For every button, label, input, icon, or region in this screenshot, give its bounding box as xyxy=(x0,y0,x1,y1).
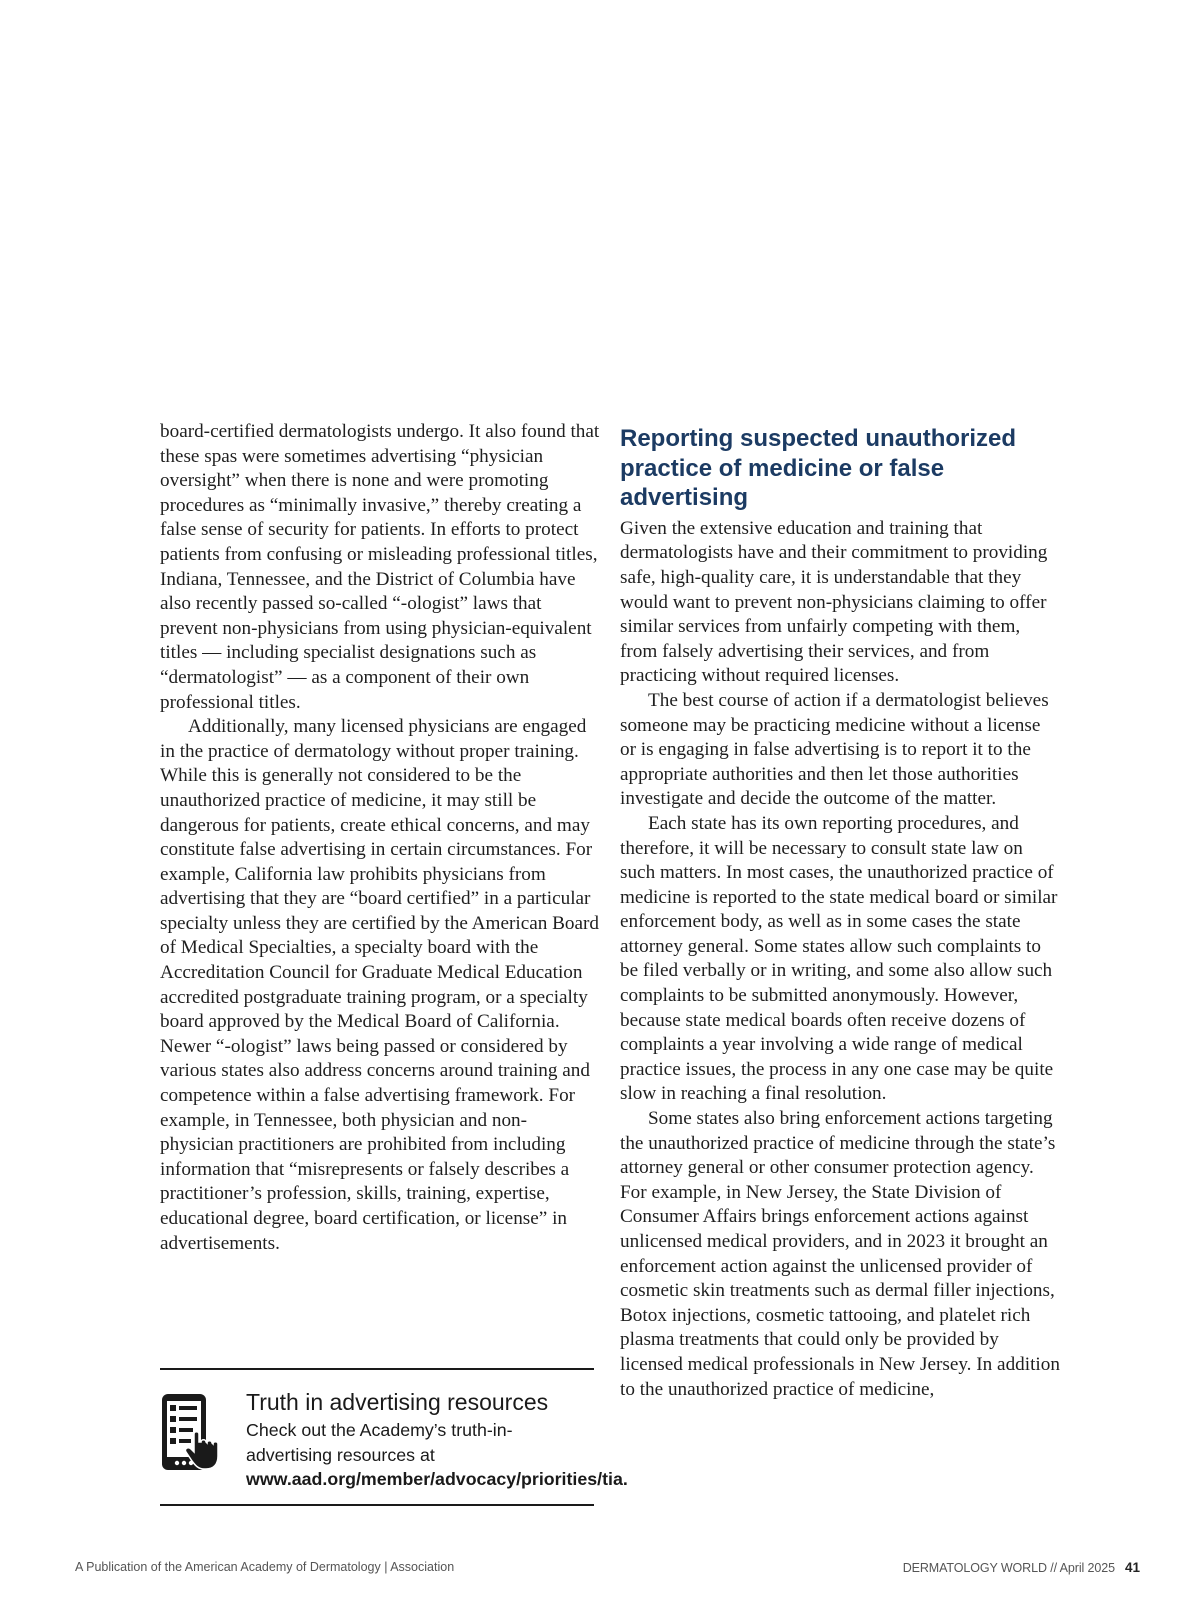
footer-publisher: A Publication of the American Academy of Dermatology | Association xyxy=(75,1560,455,1574)
left-column xyxy=(160,420,600,1256)
body-paragraph: The best course of action if a dermatologist believes someone may be practicing medicine without a license or is engaging in false advertising is to report it to the appropriate authorities and then let those authorities investigate and decide the outcome of the matter. xyxy=(620,689,1049,810)
resources-link[interactable]: www.aad.org/member/advocacy/priorities/tia. xyxy=(246,1469,628,1489)
footer-publication xyxy=(903,1560,1140,1575)
callout-body-text: Check out the Academy’s truth-in-advertising resources at xyxy=(246,1420,513,1465)
callout-title: Truth in advertising resources xyxy=(246,1389,549,1415)
resources-callout xyxy=(160,1368,628,1506)
callout-text xyxy=(246,1388,628,1492)
body-paragraph: Given the extensive education and training that dermatologists have and their commitment to providing safe, high-quality care, it is understandable that they would want to prevent non-physicians claiming to offer similar services from unfairly competing with them, from falsely advertising their services, and from practicing without required licenses. xyxy=(620,517,1048,687)
callout-body xyxy=(246,1418,628,1492)
body-paragraph: Each state has its own reporting procedures, and therefore, it will be necessary to consult state law on such matters. In most cases, the unauthorized practice of medicine is reported to the state medical board or similar enforcement body, as well as in some cases the state attorney general. Some states allow such complaints to be filed verbally or in writing, and some also allow such complaints to be submitted anonymously. However, because state medical boards often receive dozens of complaints a year involving a wide range of medical practice issues, the process in any one case may be quite slow in reaching a final resolution. xyxy=(620,812,1058,1105)
body-paragraph: board-certified dermatologists undergo. It also found that these spas were sometimes advertising “physician oversight” when there is none and were promoting procedures as “minimally invasive,” thereby creating a false sense of security for patients. In efforts to protect patients from confusing or misleading professional titles, Indiana, Tennessee, and the District of Columbia have also recently passed so-called “-ologist” laws that prevent non-physicians from using physician-equivalent titles — including specialist designations such as “dermatologist” — as a component of their own professional titles. xyxy=(160,421,600,713)
phone-tap-icon xyxy=(160,1392,238,1474)
body-paragraph: Some states also bring enforcement actions targeting the unauthorized practice of medicine through the state’s attorney general or other consumer protection agency. For example, in New Jersey, the State Division of Consumer Affairs brings enforcement actions against unlicensed medical providers, and in 2023 it brought an enforcement action against the unlicensed provider of cosmetic skin treatments such as dermal filler injections, Botox injections, cosmetic tattooing, and platelet rich plasma treatments that could only be provided by licensed medical professionals in New Jersey. In addition to the unauthorized practice of medicine, xyxy=(620,1108,1060,1400)
page-number: 41 xyxy=(1124,1560,1140,1575)
body-paragraph: Additionally, many licensed physicians are engaged in the practice of dermatology without proper training. While this is generally not considered to be the unauthorized practice of medicine, it may still be dangerous for patients, create ethical concerns, and may constitute false advertising in certain circumstances. For example, California law prohibits physicians from advertising that they are “board certified” in a particular specialty unless they are certified by the American Board of Medical Specialties, a specialty board with the Accreditation Council for Graduate Medical Education accredited postgraduate training program, or a specialty board approved by the Medical Board of California. Newer “-ologist” laws being passed or considered by various states also address concerns around training and competence within a false advertising framework. For example, in Tennessee, both physician and non-physician practitioners are prohibited from including information that “misrepresents or falsely describes a practitioner’s profession, skills, training, expertise, educational degree, board certification, or license” in advertisements. xyxy=(160,716,600,1254)
publication-title: DERMATOLOGY WORLD // April 2025 xyxy=(902,1561,1115,1575)
right-column xyxy=(620,424,1060,1402)
section-heading: Reporting suspected unauthorized practice of medicine or false advertising xyxy=(620,425,1017,512)
